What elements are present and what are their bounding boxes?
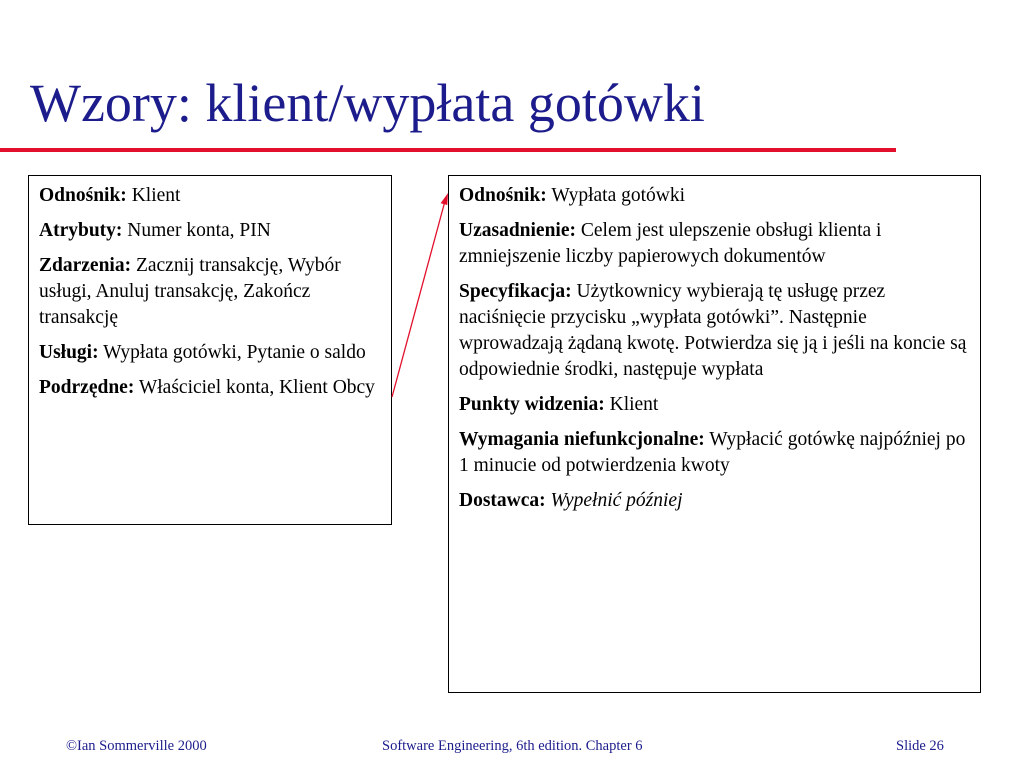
field-value: Zacznij transakcję, Wybór usługi, Anuluj transakcję, Zakończ transakcję (39, 255, 341, 328)
field-reference (459, 183, 970, 209)
field-label: Dostawca: (459, 490, 546, 511)
arrow-line (392, 201, 445, 397)
field-services (39, 340, 381, 366)
arrow-head-icon (441, 193, 448, 205)
footer-slide-number: Slide 26 (896, 738, 944, 754)
field-label: Usługi: (39, 342, 99, 363)
field-rationale (459, 218, 970, 270)
viewpoint-box-cash-withdrawal (448, 175, 981, 693)
field-viewpoints (459, 392, 970, 418)
field-value: Wypłata gotówki (551, 185, 686, 206)
field-value: Wypełnić później (550, 490, 683, 511)
field-value: Klient (609, 394, 659, 415)
field-value: Klient (131, 185, 181, 206)
field-label: Uzasadnienie: (459, 220, 576, 241)
field-attributes (39, 218, 381, 244)
field-label: Atrybuty: (39, 220, 123, 241)
field-label: Specyfikacja: (459, 281, 572, 302)
field-value: Wypłata gotówki, Pytanie o saldo (103, 342, 366, 363)
field-value: Numer konta, PIN (127, 220, 271, 241)
field-reference (39, 183, 381, 209)
field-label: Zdarzenia: (39, 255, 132, 276)
field-label: Wymagania niefunkcjonalne: (459, 429, 705, 450)
field-value: Wypłacić gotówkę najpóźniej po 1 minucie od potwierdzenia kwoty (459, 429, 966, 476)
field-value: Użytkownicy wybierają tę usługę przez naciśnięcie przycisku „wypłata gotówki”. Następnie wprowadzają żądaną kwotę. Potwierdza się ją i jeśli na koncie są odpowiednie środki, następuje wypłata (459, 281, 967, 380)
field-label: Odnośnik: (39, 185, 127, 206)
field-supplier (459, 488, 970, 514)
field-value: Właściciel konta, Klient Obcy (138, 377, 375, 398)
field-label: Punkty widzenia: (459, 394, 605, 415)
footer-book-title: Software Engineering, 6th edition. Chapter 6 (382, 738, 643, 754)
slide-title: Wzory: klient/wypłata gotówki (30, 73, 705, 133)
viewpoint-box-client (28, 175, 392, 525)
field-specification (459, 279, 970, 383)
field-label: Odnośnik: (459, 185, 547, 206)
field-value: Celem jest ulepszenie obsługi klienta i zmniejszenie liczby papierowych dokumentów (459, 220, 882, 267)
title-underline (0, 148, 896, 152)
field-label: Podrzędne: (39, 377, 135, 398)
field-subviewpoints (39, 375, 381, 401)
footer-copyright: ©Ian Sommerville 2000 (66, 738, 207, 754)
field-nonfunctional (459, 427, 970, 479)
field-events (39, 253, 381, 331)
